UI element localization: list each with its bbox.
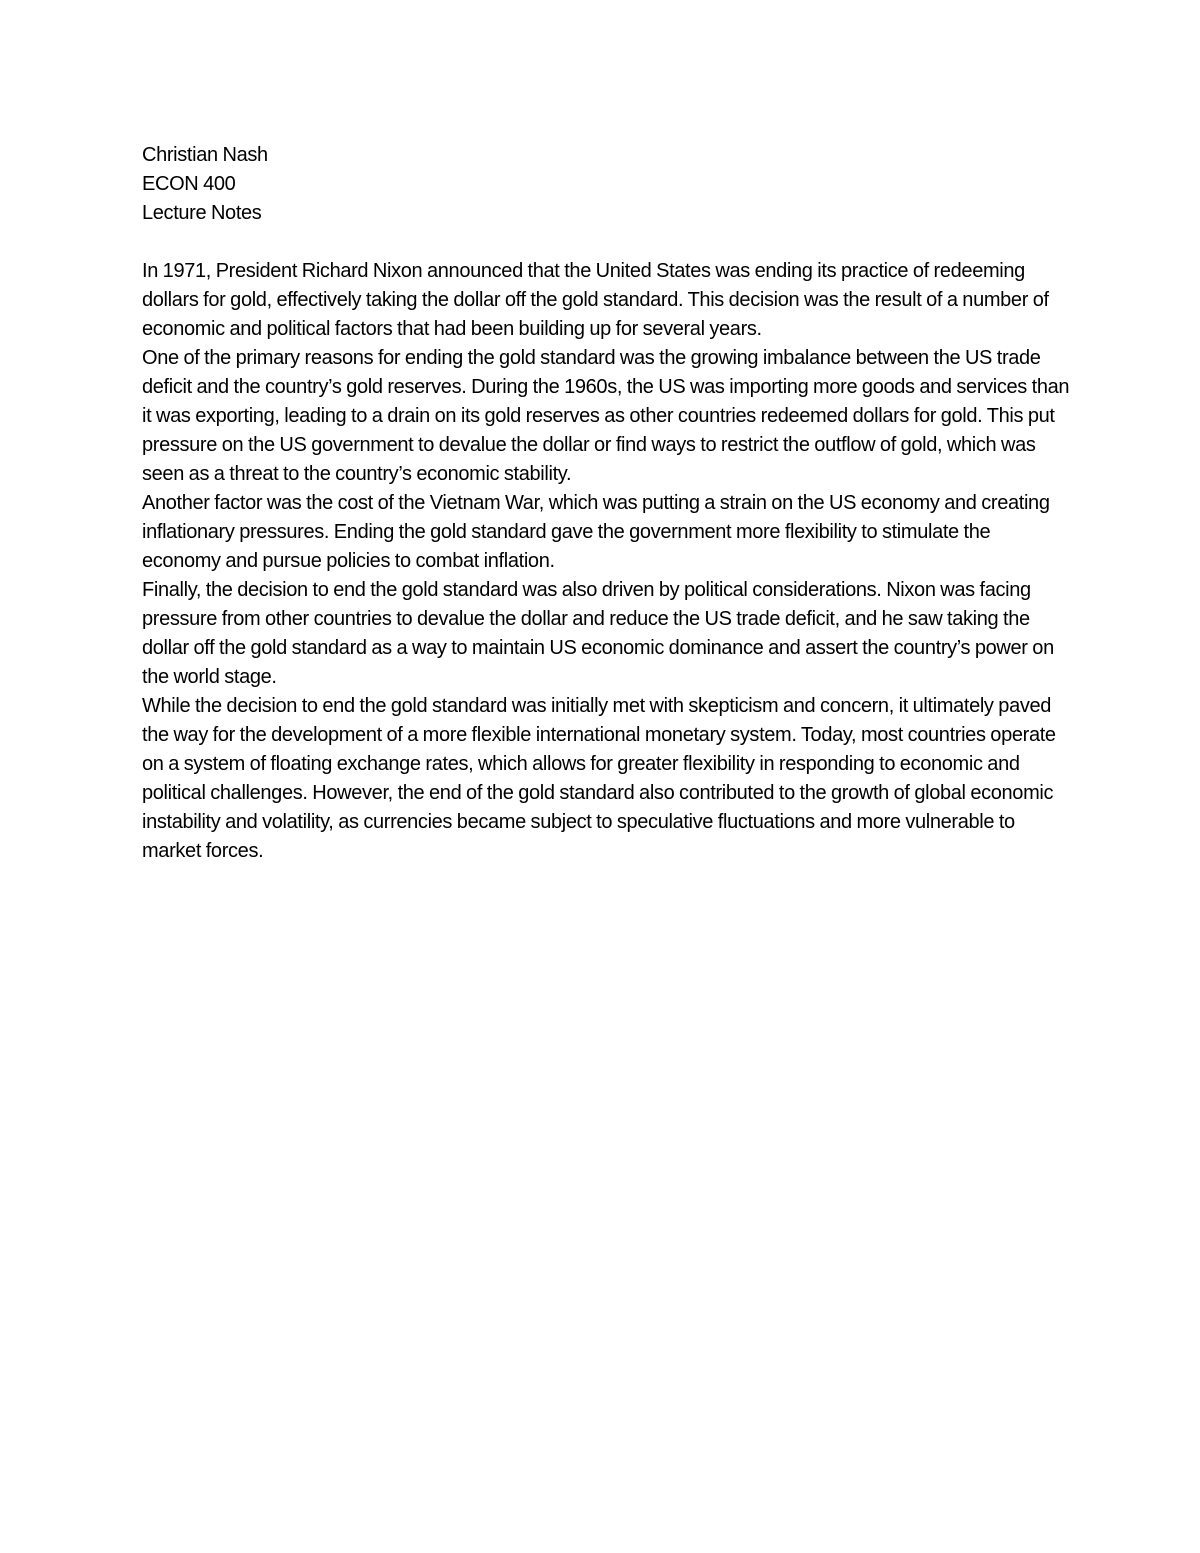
- paragraph-vietnam-war: Another factor was the cost of the Vietnam War, which was putting a strain on the US economy and creating inflationary pressures. Ending the gold standard gave the government more flexibility to stimulate the economy and pursue policies to combat inflation.: [142, 492, 1050, 572]
- paragraph-intro: In 1971, President Richard Nixon announced that the United States was ending its practice of redeeming dollars for gold, effectively taking the dollar off the gold standard. This decision was the result of a number of economic and political factors that had been building up for several years.: [142, 260, 1049, 340]
- document-body: [142, 141, 1072, 866]
- header-spacer: [142, 228, 1072, 257]
- document-type: Lecture Notes: [142, 202, 262, 224]
- paragraph-trade-deficit: One of the primary reasons for ending the gold standard was the growing imbalance between the US trade deficit and the country’s gold reserves. During the 1960s, the US was importing more goods and services than it was exporting, leading to a drain on its gold reserves as other countries redeemed dollars for gold. This put pressure on the US government to devalue the dollar or find ways to restrict the outflow of gold, which was seen as a threat to the country’s economic stability.: [142, 347, 1070, 485]
- author-name: Christian Nash: [142, 144, 268, 166]
- course-code: ECON 400: [142, 173, 236, 195]
- paragraph-conclusion: While the decision to end the gold standard was initially met with skepticism and concern, it ultimately paved the way for the development of a more flexible international monetary system. Today, most countries operate on a system of floating exchange rates, which allows for greater flexibility in responding to economic and political challenges. However, the end of the gold standard also contributed to the growth of global economic instability and volatility, as currencies became subject to speculative fluctuations and more vulnerable to market forces.: [142, 695, 1056, 862]
- paragraph-political: Finally, the decision to end the gold standard was also driven by political considerations. Nixon was facing pressure from other countries to devalue the dollar and reduce the US trade deficit, and he saw taking the dollar off the gold standard as a way to maintain US economic dominance and assert the country’s power on the world stage.: [142, 579, 1054, 688]
